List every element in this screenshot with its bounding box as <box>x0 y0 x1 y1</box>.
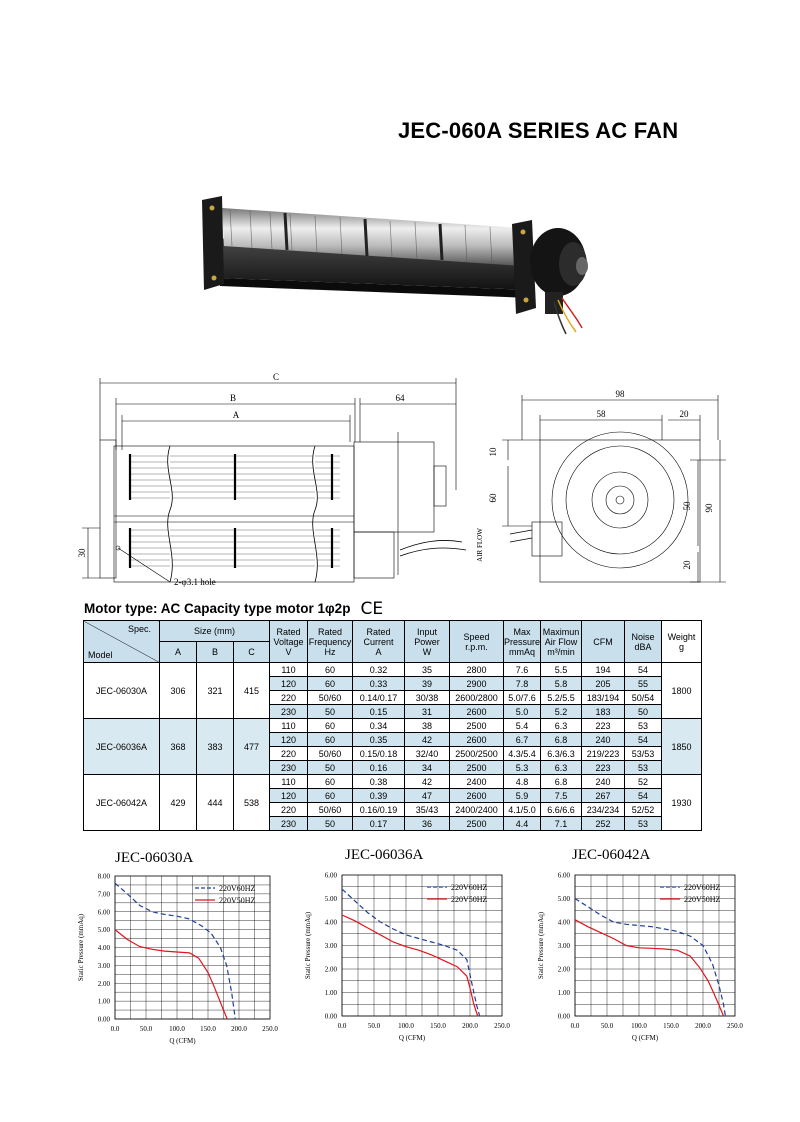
spec-header: Spec. <box>127 624 151 634</box>
y-tick-label: 6.00 <box>324 871 337 880</box>
cell-flow: 7.5 <box>541 789 582 803</box>
dim-10-label: 10 <box>488 447 498 457</box>
speed-header: Speed r.p.m. <box>450 621 504 663</box>
x-tick-label: 200.0 <box>695 1022 711 1030</box>
y-tick-label: 2.00 <box>97 979 110 988</box>
cell-rpm: 2500/2500 <box>450 747 504 761</box>
series-line-220v60hz <box>342 889 480 1016</box>
y-tick-label: 2.00 <box>557 965 570 974</box>
dim-20-top-label: 20 <box>679 409 689 419</box>
cell-flow: 6.6/6.6 <box>541 803 582 817</box>
weight-cell: 1800 <box>662 663 702 719</box>
cell-mmaq: 4.3/5.4 <box>504 747 541 761</box>
curve-title-06042a: JEC-06042A <box>572 847 651 863</box>
performance-chart-06030a <box>70 866 285 1076</box>
dim-50-label: 50 <box>682 501 692 511</box>
dim-20-side-label: 20 <box>682 560 692 570</box>
size-c-header: C <box>234 642 270 663</box>
x-tick-label: 50.0 <box>139 1025 153 1033</box>
cell-amp: 0.15 <box>353 705 405 719</box>
cell-rpm: 2500 <box>450 719 504 733</box>
cell-dba: 50 <box>625 705 662 719</box>
spec-model-header <box>84 621 160 663</box>
dim-64-label: 64 <box>395 393 405 403</box>
cell-hz: 50/60 <box>308 803 353 817</box>
x-tick-label: 50.0 <box>600 1022 614 1030</box>
size-a-cell: 306 <box>160 663 197 719</box>
cell-cfm: 240 <box>582 733 625 747</box>
cell-mmaq: 5.0/7.6 <box>504 691 541 705</box>
dim-b-label: B <box>229 393 237 403</box>
cell-dba: 55 <box>625 677 662 691</box>
cell-rpm: 2800 <box>450 663 504 677</box>
cell-dba: 53/53 <box>625 747 662 761</box>
curve-title-06030a: JEC-06030A <box>115 850 194 866</box>
y-tick-label: 8.00 <box>97 872 110 881</box>
cell-w: 47 <box>405 789 450 803</box>
cell-w: 36 <box>405 817 450 831</box>
x-tick-label: 100.0 <box>398 1022 414 1030</box>
cell-amp: 0.34 <box>353 719 405 733</box>
cell-rpm: 2600/2800 <box>450 691 504 705</box>
x-tick-label: 150.0 <box>430 1022 446 1030</box>
motor-type-line <box>84 598 383 618</box>
cell-cfm: 205 <box>582 677 625 691</box>
cell-hz: 60 <box>308 775 353 789</box>
x-tick-label: 250.0 <box>494 1022 510 1030</box>
x-axis-label: Q (CFM) <box>631 1034 659 1042</box>
cell-flow: 5.2/5.5 <box>541 691 582 705</box>
y-tick-label: 2.00 <box>324 965 337 974</box>
x-tick-label: 150.0 <box>200 1025 216 1033</box>
y-tick-label: 4.00 <box>557 918 570 927</box>
cell-mmaq: 6.7 <box>504 733 541 747</box>
cell-amp: 0.38 <box>353 775 405 789</box>
cell-v: 120 <box>270 733 308 747</box>
cell-amp: 0.17 <box>353 817 405 831</box>
cell-cfm: 183 <box>582 705 625 719</box>
y-axis-label: Static Pressure (mmAq) <box>537 911 545 980</box>
dim-30-label: 30 <box>77 548 87 558</box>
weight-cell: 1850 <box>662 719 702 775</box>
fan-photo <box>190 180 610 340</box>
page-title: JEC-060A SERIES AC FAN <box>398 118 679 143</box>
cell-hz: 60 <box>308 789 353 803</box>
size-a-cell: 429 <box>160 775 197 831</box>
x-tick-label: 0.0 <box>110 1025 120 1033</box>
cell-mmaq: 5.0 <box>504 705 541 719</box>
y-tick-label: 1.00 <box>557 989 570 997</box>
voltage-header: Rated Voltage V <box>270 621 308 663</box>
size-b-cell: 321 <box>197 663 234 719</box>
cell-hz: 50 <box>308 761 353 775</box>
dim-90-label: 90 <box>704 503 714 513</box>
cell-dba: 53 <box>625 719 662 733</box>
x-tick-label: 0.0 <box>570 1022 580 1030</box>
cell-v: 120 <box>270 677 308 691</box>
cell-rpm: 2600 <box>450 705 504 719</box>
series-line-220v50hz <box>342 915 478 1016</box>
table-row <box>84 719 702 733</box>
cell-w: 42 <box>405 733 450 747</box>
cell-v: 230 <box>270 761 308 775</box>
cell-flow: 7.1 <box>541 817 582 831</box>
y-tick-label: 0.00 <box>324 1012 337 1021</box>
y-tick-label: 1.00 <box>324 989 337 997</box>
cell-v: 110 <box>270 775 308 789</box>
cell-cfm: 234/234 <box>582 803 625 817</box>
cell-rpm: 2900 <box>450 677 504 691</box>
cell-rpm: 2600 <box>450 733 504 747</box>
y-tick-label: 7.00 <box>97 890 110 899</box>
size-header: Size (mm) <box>160 621 270 642</box>
model-cell: JEC-06030A <box>84 663 160 719</box>
x-axis-label: Q (CFM) <box>169 1037 196 1045</box>
size-b-cell: 444 <box>197 775 234 831</box>
cell-hz: 60 <box>308 733 353 747</box>
size-c-cell: 415 <box>234 663 270 719</box>
series-line-220v60hz <box>115 883 235 1019</box>
cell-v: 110 <box>270 663 308 677</box>
x-tick-label: 0.0 <box>337 1022 347 1030</box>
cell-mmaq: 4.8 <box>504 775 541 789</box>
cell-hz: 50 <box>308 817 353 831</box>
cell-v: 120 <box>270 789 308 803</box>
cell-rpm: 2400 <box>450 775 504 789</box>
spec-table <box>83 620 702 831</box>
y-axis-label: Static Pressure (mmAq) <box>304 911 312 980</box>
cell-rpm: 2600 <box>450 789 504 803</box>
cell-amp: 0.35 <box>353 733 405 747</box>
y-tick-label: 0.00 <box>97 1015 110 1024</box>
air-flow-label: AIR FLOW <box>476 528 484 562</box>
cell-cfm: 240 <box>582 775 625 789</box>
x-axis-label: Q (CFM) <box>398 1034 426 1042</box>
y-tick-label: 6.00 <box>97 908 110 917</box>
cell-amp: 0.32 <box>353 663 405 677</box>
cell-w: 30/38 <box>405 691 450 705</box>
cell-w: 35/43 <box>405 803 450 817</box>
cfm-header: CFM <box>582 621 625 663</box>
size-c-cell: 538 <box>234 775 270 831</box>
cell-cfm: 183/194 <box>582 691 625 705</box>
cell-flow: 6.8 <box>541 733 582 747</box>
cell-v: 230 <box>270 817 308 831</box>
airflow-header: Maximun Air Flow m³/min <box>541 621 582 663</box>
cell-flow: 6.3 <box>541 719 582 733</box>
y-tick-label: 5.00 <box>97 926 110 935</box>
y-tick-label: 4.00 <box>324 918 337 927</box>
cell-hz: 60 <box>308 663 353 677</box>
cell-dba: 52/52 <box>625 803 662 817</box>
x-tick-label: 200.0 <box>462 1022 478 1030</box>
hole-note-label: 2-φ3.1 hole <box>174 577 216 587</box>
cell-dba: 50/54 <box>625 691 662 705</box>
x-tick-label: 200.0 <box>231 1025 247 1033</box>
cell-w: 38 <box>405 719 450 733</box>
cell-v: 220 <box>270 747 308 761</box>
performance-chart-06042a <box>530 863 750 1073</box>
performance-chart-06036a <box>300 863 520 1073</box>
cell-w: 34 <box>405 761 450 775</box>
y-tick-label: 3.00 <box>324 942 337 950</box>
noise-header: Noise dBA <box>625 621 662 663</box>
curve-title-06036a: JEC-06036A <box>345 847 424 863</box>
x-tick-label: 250.0 <box>727 1022 743 1030</box>
y-tick-label: 6.00 <box>557 871 570 880</box>
cell-dba: 54 <box>625 733 662 747</box>
cell-cfm: 252 <box>582 817 625 831</box>
model-header: Model <box>88 650 113 660</box>
cell-amp: 0.16/0.19 <box>353 803 405 817</box>
cell-cfm: 194 <box>582 663 625 677</box>
cell-mmaq: 5.3 <box>504 761 541 775</box>
dim-a-label: A <box>232 410 240 420</box>
cell-flow: 5.5 <box>541 663 582 677</box>
cell-dba: 53 <box>625 817 662 831</box>
cell-hz: 50/60 <box>308 747 353 761</box>
dim-98-label: 98 <box>615 389 625 399</box>
y-tick-label: 5.00 <box>557 895 570 903</box>
x-tick-label: 50.0 <box>367 1022 381 1030</box>
cell-w: 32/40 <box>405 747 450 761</box>
cell-cfm: 223 <box>582 719 625 733</box>
cell-hz: 50 <box>308 705 353 719</box>
x-tick-label: 100.0 <box>631 1022 647 1030</box>
cell-v: 110 <box>270 719 308 733</box>
cell-cfm: 223 <box>582 761 625 775</box>
y-tick-label: 3.00 <box>557 942 570 950</box>
cell-amp: 0.16 <box>353 761 405 775</box>
cell-dba: 53 <box>625 761 662 775</box>
series-line-220v50hz <box>575 920 724 1016</box>
cell-amp: 0.15/0.18 <box>353 747 405 761</box>
cell-mmaq: 5.4 <box>504 719 541 733</box>
cell-v: 220 <box>270 691 308 705</box>
motor-type-text: Motor type: AC Capacity type motor 1φ2p <box>84 601 351 616</box>
cell-w: 35 <box>405 663 450 677</box>
weight-cell: 1930 <box>662 775 702 831</box>
cell-flow: 6.3/6.3 <box>541 747 582 761</box>
size-c-cell: 477 <box>234 719 270 775</box>
size-b-header: B <box>197 642 234 663</box>
size-a-header: A <box>160 642 197 663</box>
cell-dba: 54 <box>625 663 662 677</box>
cell-flow: 5.2 <box>541 705 582 719</box>
cell-w: 31 <box>405 705 450 719</box>
cell-v: 230 <box>270 705 308 719</box>
cell-cfm: 267 <box>582 789 625 803</box>
pressure-header: Max Pressure mmAq <box>504 621 541 663</box>
y-tick-label: 1.00 <box>97 997 110 1006</box>
dim-c-label: C <box>272 372 280 382</box>
dim-58-label: 58 <box>596 409 606 419</box>
cell-v: 220 <box>270 803 308 817</box>
table-row <box>84 775 702 789</box>
x-tick-label: 100.0 <box>169 1025 185 1033</box>
cell-cfm: 219/223 <box>582 747 625 761</box>
legend-label: 220V60HZ <box>684 883 721 892</box>
cell-amp: 0.33 <box>353 677 405 691</box>
legend-label: 220V50HZ <box>219 896 256 905</box>
y-tick-label: 4.00 <box>97 944 110 952</box>
cell-w: 39 <box>405 677 450 691</box>
model-cell: JEC-06042A <box>84 775 160 831</box>
table-row <box>84 663 702 677</box>
y-tick-label: 5.00 <box>324 895 337 903</box>
size-b-cell: 383 <box>197 719 234 775</box>
cell-mmaq: 7.8 <box>504 677 541 691</box>
cell-w: 42 <box>405 775 450 789</box>
legend-label: 220V50HZ <box>451 895 488 904</box>
cell-rpm: 2500 <box>450 761 504 775</box>
cell-mmaq: 4.1/5.0 <box>504 803 541 817</box>
size-a-cell: 368 <box>160 719 197 775</box>
cell-amp: 0.14/0.17 <box>353 691 405 705</box>
current-header: Rated Current A <box>353 621 405 663</box>
y-tick-label: 3.00 <box>97 961 110 970</box>
y-axis-label: Static Pressure (mmAq) <box>77 913 85 982</box>
legend-label: 220V50HZ <box>684 895 721 904</box>
cell-rpm: 2500 <box>450 817 504 831</box>
legend-label: 220V60HZ <box>219 884 256 893</box>
cell-mmaq: 7.6 <box>504 663 541 677</box>
x-tick-label: 250.0 <box>262 1025 278 1033</box>
cell-dba: 52 <box>625 775 662 789</box>
dimension-drawing <box>70 370 740 595</box>
cell-amp: 0.39 <box>353 789 405 803</box>
cell-rpm: 2400/2400 <box>450 803 504 817</box>
legend-label: 220V60HZ <box>451 883 488 892</box>
weight-header: Weight g <box>662 621 702 663</box>
cell-dba: 54 <box>625 789 662 803</box>
cell-hz: 60 <box>308 719 353 733</box>
ce-mark-icon: CE <box>360 599 384 619</box>
dim-60-label: 60 <box>488 493 498 503</box>
frequency-header: Rated Frequency Hz <box>308 621 353 663</box>
cell-flow: 5.8 <box>541 677 582 691</box>
cell-mmaq: 5.9 <box>504 789 541 803</box>
x-tick-label: 150.0 <box>663 1022 679 1030</box>
cell-flow: 6.3 <box>541 761 582 775</box>
model-cell: JEC-06036A <box>84 719 160 775</box>
cell-hz: 50/60 <box>308 691 353 705</box>
power-header: Input Power W <box>405 621 450 663</box>
cell-mmaq: 4.4 <box>504 817 541 831</box>
y-tick-label: 0.00 <box>557 1012 570 1021</box>
cell-hz: 60 <box>308 677 353 691</box>
cell-flow: 6.8 <box>541 775 582 789</box>
